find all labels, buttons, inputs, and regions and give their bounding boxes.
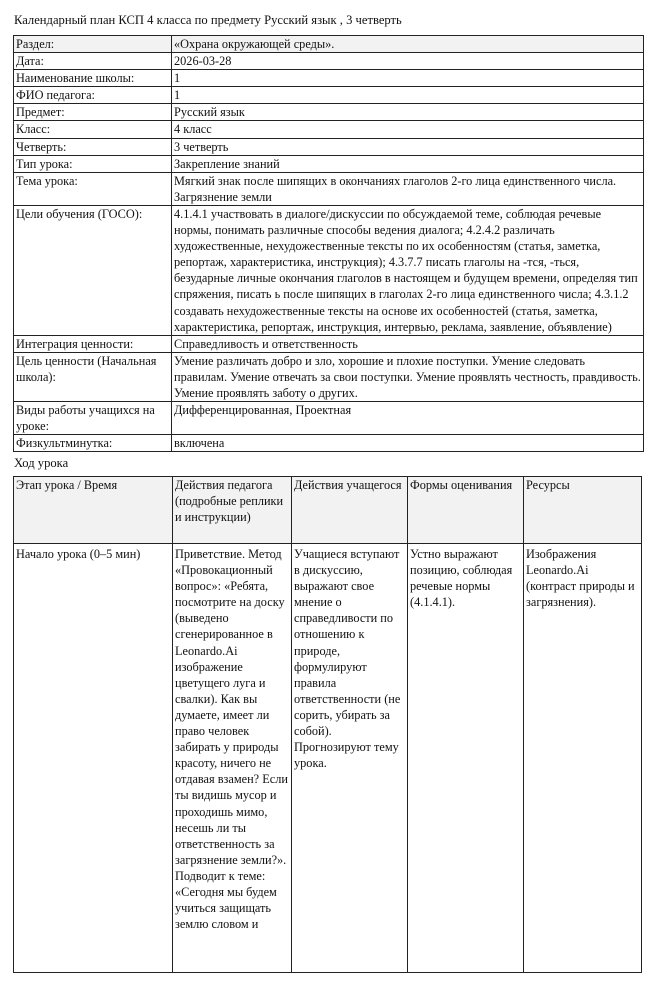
info-value: 1 — [172, 70, 644, 87]
info-row — [14, 335, 644, 352]
info-key: Тема урока: — [14, 172, 172, 205]
info-key: Наименование школы: — [14, 70, 172, 87]
info-value: Русский язык — [172, 104, 644, 121]
info-value: Мягкий знак после шипящих в окончаниях глаголов 2-го лица единственного числа. Загрязнение земли — [172, 172, 644, 205]
page-title: Календарный план КСП 4 класса по предмету Русский язык , 3 четверть — [14, 13, 402, 27]
info-row — [14, 121, 644, 138]
info-row — [14, 435, 644, 452]
info-key: Раздел: — [14, 36, 172, 53]
info-key: Тип урока: — [14, 155, 172, 172]
info-row — [14, 138, 644, 155]
info-key: Виды работы учащихся на уроке: — [14, 402, 172, 435]
info-key: Физкультминутка: — [14, 435, 172, 452]
lesson-header-cell: Действия педагога (подробные реплики и инструкции) — [173, 477, 292, 544]
lesson-table — [13, 476, 642, 973]
info-row — [14, 205, 644, 335]
info-key: Дата: — [14, 53, 172, 70]
info-row — [14, 352, 644, 401]
info-value: включена — [172, 435, 644, 452]
lesson-cell: Начало урока (0–5 мин) — [14, 544, 173, 973]
lesson-cell: Приветствие. Метод «Провокационный вопрос»: «Ребята, посмотрите на доску (выведено сгенерированное в Leonardo.Ai изображение цветущего луга и свалки). Как вы думаете, имеет ли право человек забирать у природы красоту, ничего не отдавая взамен? Если ты видишь мусор и проходишь мимо, несешь ли ты ответственность за загрязнение земли?». Подводит к теме: «Сегодня мы будем учиться защищать землю словом и — [173, 544, 292, 973]
info-value: Умение различать добро и зло, хорошие и плохие поступки. Умение следовать правилам. Умение отвечать за свои поступки. Умение проявлять честность, правдивость. Умение проявлять заботу о других. — [172, 352, 644, 401]
info-key: Класс: — [14, 121, 172, 138]
info-key: Интеграция ценности: — [14, 335, 172, 352]
lesson-cell: Устно выражают позицию, соблюдая речевые нормы (4.1.4.1). — [408, 544, 524, 973]
info-value: 3 четверть — [172, 138, 644, 155]
info-table — [13, 35, 644, 452]
info-value: «Охрана окружающей среды». — [172, 36, 644, 53]
info-row — [14, 87, 644, 104]
info-key: Четверть: — [14, 138, 172, 155]
info-value: Дифференцированная, Проектная — [172, 402, 644, 435]
lesson-header-cell: Ресурсы — [524, 477, 642, 544]
info-key: Предмет: — [14, 104, 172, 121]
info-value: Справедливость и ответственность — [172, 335, 644, 352]
info-row — [14, 155, 644, 172]
lesson-header-row — [14, 477, 642, 544]
info-value: Закрепление знаний — [172, 155, 644, 172]
info-value: 1 — [172, 87, 644, 104]
info-key: Цель ценности (Начальная школа): — [14, 352, 172, 401]
info-row — [14, 104, 644, 121]
info-row — [14, 53, 644, 70]
lesson-cell: Изображения Leonardo.Ai (контраст природы и загрязнения). — [524, 544, 642, 973]
info-row — [14, 172, 644, 205]
lesson-header-cell: Формы оценивания — [408, 477, 524, 544]
lesson-header-cell: Этап урока / Время — [14, 477, 173, 544]
info-value: 4 класс — [172, 121, 644, 138]
info-row — [14, 36, 644, 53]
info-key: Цели обучения (ГОСО): — [14, 205, 172, 335]
info-key: ФИО педагога: — [14, 87, 172, 104]
lesson-header-cell: Действия учащегося — [292, 477, 408, 544]
lesson-cell: Учащиеся вступают в дискуссию, выражают свое мнение о справедливости по отношению к природе, формулируют правила ответственности (не сорить, убирать за собой). Прогнозируют тему урока. — [292, 544, 408, 973]
info-row — [14, 70, 644, 87]
info-value: 4.1.4.1 участвовать в диалоге/дискуссии по обсуждаемой теме, соблюдая речевые нормы, понимать различные способы ведения диалога; 4.2.4.2 различать художественные, нехудожественные тексты по их особенностям (статья, заметка, репортаж, характеристика, инструкция); 4.3.7.7 писать глаголы на -тся, -ться, безударные личные окончания глаголов в настоящем и будущем времени, определяя тип спряжения, писать ь после шипящих в глаголах 2-го лица единственного числа; 4.3.1.2 создавать нехудожественные тексты на основе их особенностей (статья, заметка, характеристика, репортаж, инструкция, интервью, реклама, заявление, объявление) — [172, 205, 644, 335]
lesson-row — [14, 544, 642, 973]
info-value: 2026-03-28 — [172, 53, 644, 70]
info-row — [14, 402, 644, 435]
course-heading: Ход урока — [14, 456, 69, 470]
